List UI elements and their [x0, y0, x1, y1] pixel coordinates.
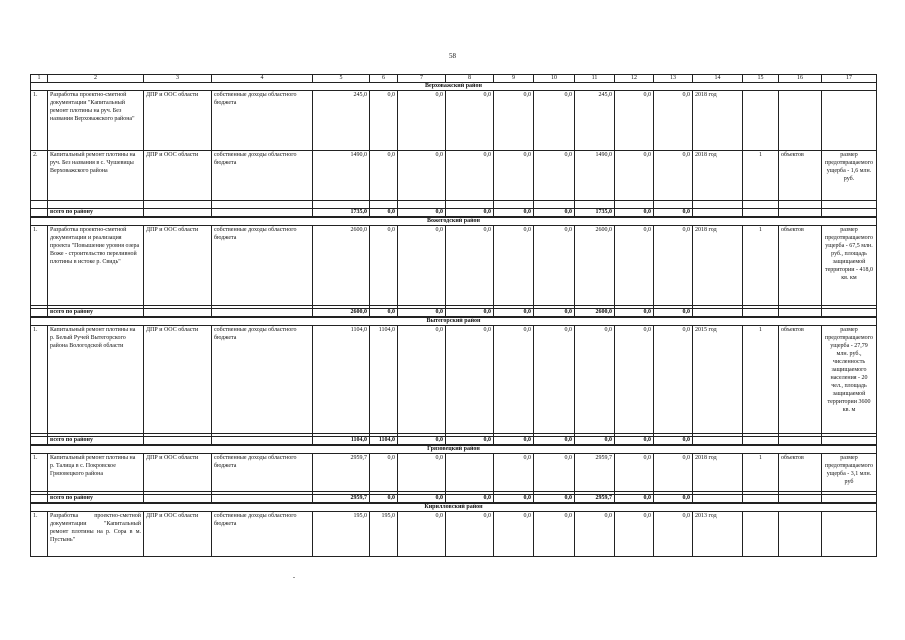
amount-c7: 0,0	[398, 91, 446, 151]
table-row	[31, 226, 877, 306]
total-blank	[31, 209, 48, 218]
indicator: размер предотвращаемого ущерба - 3,1 млн. руб	[822, 454, 877, 492]
object-count	[743, 512, 779, 557]
amount-c5: 2959,7	[313, 454, 370, 492]
amount-c10: 0,0	[534, 326, 575, 434]
total-blank	[693, 309, 743, 318]
total-blank	[31, 309, 48, 318]
spacer-cell	[743, 201, 779, 209]
district-header-row	[31, 83, 877, 91]
measure-name: Разработка проектно-сметной документации "Капитальный ремонт плотины на р. Сора в м. Пустынь"	[48, 512, 144, 557]
total-c10: 0,0	[534, 437, 575, 446]
total-c12: 0,0	[615, 437, 654, 446]
total-c10: 0,0	[534, 495, 575, 504]
total-blank	[144, 495, 212, 504]
object-count: 1	[743, 226, 779, 306]
amount-c5: 195,0	[313, 512, 370, 557]
funding-source: собственные доходы областного бюджета	[212, 454, 313, 492]
district-total-row	[31, 309, 877, 318]
object-count: 1	[743, 151, 779, 201]
measure-name: Капитальный ремонт плотины на р. Талица в с. Покровское Грязовецкого района	[48, 454, 144, 492]
scan-speck	[293, 577, 295, 578]
total-label: всего по району	[48, 209, 144, 218]
total-c6: 0,0	[370, 309, 398, 318]
total-c11: 0,0	[575, 437, 615, 446]
column-number-17: 17	[822, 75, 877, 83]
total-blank	[743, 437, 779, 446]
total-c13: 0,0	[654, 309, 693, 318]
total-blank	[779, 309, 822, 318]
amount-c13: 0,0	[654, 326, 693, 434]
amount-c6: 0,0	[370, 454, 398, 492]
amount-c7: 0,0	[398, 151, 446, 201]
total-c9: 0,0	[494, 309, 534, 318]
amount-c5: 1104,0	[313, 326, 370, 434]
total-c5: 2959,7	[313, 495, 370, 504]
amount-c10: 0,0	[534, 512, 575, 557]
row-number: 2.	[31, 151, 48, 201]
row-number: 1.	[31, 326, 48, 434]
total-c11: 1735,0	[575, 209, 615, 218]
table-row	[31, 326, 877, 434]
spacer-cell	[144, 201, 212, 209]
amount-c7: 0,0	[398, 326, 446, 434]
district-name: Вытегорский район	[31, 317, 877, 326]
spacer-cell	[822, 201, 877, 209]
amount-c8: 0,0	[446, 91, 494, 151]
column-number-3: 3	[144, 75, 212, 83]
district-name: Кирилловский район	[31, 503, 877, 512]
column-number-15: 15	[743, 75, 779, 83]
amount-c10: 0,0	[534, 226, 575, 306]
total-blank	[31, 437, 48, 446]
indicator	[822, 91, 877, 151]
district-name: Вожегодский район	[31, 217, 877, 226]
column-number-16: 16	[779, 75, 822, 83]
district-header-row	[31, 317, 877, 326]
district-name: Верховажский район	[31, 83, 877, 91]
column-number-1: 1	[31, 75, 48, 83]
total-blank	[144, 309, 212, 318]
total-blank	[743, 495, 779, 504]
column-number-8: 8	[446, 75, 494, 83]
spacer-row	[31, 201, 877, 209]
measure-name: Капитальный ремонт плотины на р. Белый Ручей Вытегорского района Вологодской области	[48, 326, 144, 434]
indicator: размер предотвращаемого ущерба - 27,79 млн. руб., численность защищаемого населения - 20 чел., площадь защищаемой территории 3600 кв. м	[822, 326, 877, 434]
total-blank	[212, 495, 313, 504]
spacer-cell	[693, 201, 743, 209]
object-count: 1	[743, 454, 779, 492]
total-blank	[822, 437, 877, 446]
row-number: 1.	[31, 226, 48, 306]
total-blank	[743, 209, 779, 218]
unit: объектов	[779, 226, 822, 306]
year: 2018 год	[693, 226, 743, 306]
indicator	[822, 512, 877, 557]
spacer-cell	[446, 201, 494, 209]
page-number: 58	[449, 52, 456, 60]
column-number-6: 6	[370, 75, 398, 83]
spacer-cell	[370, 201, 398, 209]
executor: ДПР и ООС области	[144, 91, 212, 151]
executor: ДПР и ООС области	[144, 326, 212, 434]
spacer-cell	[313, 201, 370, 209]
amount-c11: 0,0	[575, 512, 615, 557]
total-c12: 0,0	[615, 495, 654, 504]
unit	[779, 512, 822, 557]
table-row	[31, 512, 877, 557]
indicator: размер предотвращаемого ущерба - 1,6 млн. руб.	[822, 151, 877, 201]
total-blank	[822, 209, 877, 218]
amount-c8: 0,0	[446, 512, 494, 557]
amount-c13: 0,0	[654, 91, 693, 151]
column-number-2: 2	[48, 75, 144, 83]
column-number-row	[31, 75, 877, 83]
spacer-cell	[615, 201, 654, 209]
column-number-4: 4	[212, 75, 313, 83]
amount-c10: 0,0	[534, 91, 575, 151]
column-number-9: 9	[494, 75, 534, 83]
total-label: всего по району	[48, 309, 144, 318]
amount-c11: 2959,7	[575, 454, 615, 492]
table-row	[31, 454, 877, 492]
year: 2013 год	[693, 512, 743, 557]
total-c8: 0,0	[446, 309, 494, 318]
spacer-cell	[48, 201, 144, 209]
amount-c12: 0,0	[615, 226, 654, 306]
total-c6: 0,0	[370, 495, 398, 504]
amount-c9: 0,0	[494, 326, 534, 434]
amount-c9: 0,0	[494, 91, 534, 151]
executor: ДПР и ООС области	[144, 512, 212, 557]
amount-c7: 0,0	[398, 454, 446, 492]
amount-c10: 0,0	[534, 151, 575, 201]
total-label: всего по району	[48, 437, 144, 446]
total-c6: 0,0	[370, 209, 398, 218]
district-total-row	[31, 495, 877, 504]
amount-c5: 1490,0	[313, 151, 370, 201]
total-c7: 0,0	[398, 309, 446, 318]
program-table	[30, 74, 877, 557]
year: 2018 год	[693, 454, 743, 492]
total-c7: 0,0	[398, 495, 446, 504]
total-blank	[743, 309, 779, 318]
funding-source: собственные доходы областного бюджета	[212, 512, 313, 557]
measure-name: Разработка проектно-сметной документации и реализация проекта "Повышение уровня озера Воже - строительство переливной плотины в истоке р. Свидь"	[48, 226, 144, 306]
total-blank	[31, 495, 48, 504]
amount-c6: 0,0	[370, 226, 398, 306]
amount-c13: 0,0	[654, 151, 693, 201]
amount-c10: 0,0	[534, 454, 575, 492]
spacer-cell	[779, 201, 822, 209]
total-c9: 0,0	[494, 495, 534, 504]
district-header-row	[31, 503, 877, 512]
row-number: 1.	[31, 512, 48, 557]
district-total-row	[31, 437, 877, 446]
total-c8: 0,0	[446, 437, 494, 446]
amount-c11: 2600,0	[575, 226, 615, 306]
spacer-cell	[575, 201, 615, 209]
funding-source: собственные доходы областного бюджета	[212, 326, 313, 434]
amount-c12: 0,0	[615, 91, 654, 151]
total-blank	[693, 437, 743, 446]
object-count	[743, 91, 779, 151]
amount-c7: 0,0	[398, 226, 446, 306]
total-c11: 2959,7	[575, 495, 615, 504]
total-blank	[822, 495, 877, 504]
column-number-14: 14	[693, 75, 743, 83]
amount-c5: 2600,0	[313, 226, 370, 306]
total-blank	[212, 209, 313, 218]
funding-source: собственные доходы областного бюджета	[212, 91, 313, 151]
year: 2018 год	[693, 151, 743, 201]
amount-c9: 0,0	[494, 454, 534, 492]
spacer-cell	[212, 201, 313, 209]
total-c12: 0,0	[615, 309, 654, 318]
funding-source: собственные доходы областного бюджета	[212, 226, 313, 306]
total-c9: 0,0	[494, 437, 534, 446]
amount-c12: 0,0	[615, 326, 654, 434]
total-blank	[779, 437, 822, 446]
row-number: 1.	[31, 454, 48, 492]
funding-source: собственные доходы областного бюджета	[212, 151, 313, 201]
total-blank	[822, 309, 877, 318]
amount-c8: 0,0	[446, 151, 494, 201]
amount-c12: 0,0	[615, 151, 654, 201]
amount-c13: 0,0	[654, 226, 693, 306]
district-total-row	[31, 209, 877, 218]
district-name: Грязовецкий район	[31, 445, 877, 454]
column-number-12: 12	[615, 75, 654, 83]
district-header-row	[31, 217, 877, 226]
total-c13: 0,0	[654, 437, 693, 446]
total-blank	[693, 495, 743, 504]
total-c7: 0,0	[398, 209, 446, 218]
amount-c6: 0,0	[370, 91, 398, 151]
total-c5: 1104,0	[313, 437, 370, 446]
amount-c11: 1490,0	[575, 151, 615, 201]
column-number-5: 5	[313, 75, 370, 83]
spacer-cell	[654, 201, 693, 209]
total-c10: 0,0	[534, 309, 575, 318]
total-blank	[212, 309, 313, 318]
row-number: 1.	[31, 91, 48, 151]
total-c11: 2600,0	[575, 309, 615, 318]
spacer-cell	[398, 201, 446, 209]
measure-name: Капитальный ремонт плотины на руч. Без названия в с. Чушевицы Верховажского района	[48, 151, 144, 201]
unit	[779, 91, 822, 151]
total-blank	[144, 209, 212, 218]
total-c5: 2600,0	[313, 309, 370, 318]
amount-c9: 0,0	[494, 512, 534, 557]
unit: объектов	[779, 326, 822, 434]
amount-c6: 0,0	[370, 151, 398, 201]
executor: ДПР и ООС области	[144, 226, 212, 306]
column-number-10: 10	[534, 75, 575, 83]
column-number-7: 7	[398, 75, 446, 83]
column-number-11: 11	[575, 75, 615, 83]
total-c8: 0,0	[446, 495, 494, 504]
amount-c11: 0,0	[575, 326, 615, 434]
amount-c6: 1104,0	[370, 326, 398, 434]
spacer-cell	[31, 201, 48, 209]
amount-c8: 0,0	[446, 326, 494, 434]
column-number-13: 13	[654, 75, 693, 83]
amount-c8: 0,0	[446, 226, 494, 306]
total-blank	[144, 437, 212, 446]
spacer-cell	[534, 201, 575, 209]
amount-c13: 0,0	[654, 454, 693, 492]
amount-c13: 0,0	[654, 512, 693, 557]
unit: объектов	[779, 151, 822, 201]
unit: объектов	[779, 454, 822, 492]
amount-c8	[446, 454, 494, 492]
total-c13: 0,0	[654, 495, 693, 504]
total-c8: 0,0	[446, 209, 494, 218]
table-row	[31, 151, 877, 201]
amount-c9: 0,0	[494, 151, 534, 201]
amount-c12: 0,0	[615, 454, 654, 492]
executor: ДПР и ООС области	[144, 151, 212, 201]
total-c12: 0,0	[615, 209, 654, 218]
total-blank	[212, 437, 313, 446]
total-blank	[779, 495, 822, 504]
object-count: 1	[743, 326, 779, 434]
total-blank	[693, 209, 743, 218]
amount-c7: 0,0	[398, 512, 446, 557]
total-c10: 0,0	[534, 209, 575, 218]
total-blank	[779, 209, 822, 218]
amount-c11: 245,0	[575, 91, 615, 151]
indicator: размер предотвращаемого ущерба - 67,5 млн. руб., площадь защищаемой территории - 418,0 кв. км	[822, 226, 877, 306]
total-label: всего по району	[48, 495, 144, 504]
total-c7: 0,0	[398, 437, 446, 446]
total-c13: 0,0	[654, 209, 693, 218]
total-c5: 1735,0	[313, 209, 370, 218]
spacer-cell	[494, 201, 534, 209]
amount-c9: 0,0	[494, 226, 534, 306]
amount-c6: 195,0	[370, 512, 398, 557]
amount-c12: 0,0	[615, 512, 654, 557]
district-header-row	[31, 445, 877, 454]
total-c9: 0,0	[494, 209, 534, 218]
year: 2015 год	[693, 326, 743, 434]
executor: ДПР и ООС области	[144, 454, 212, 492]
year: 2018 год	[693, 91, 743, 151]
amount-c5: 245,0	[313, 91, 370, 151]
measure-name: Разработка проектно-сметной документации "Капитальный ремонт плотины на руч. Без названия Верховажского района"	[48, 91, 144, 151]
table-row	[31, 91, 877, 151]
total-c6: 1104,0	[370, 437, 398, 446]
